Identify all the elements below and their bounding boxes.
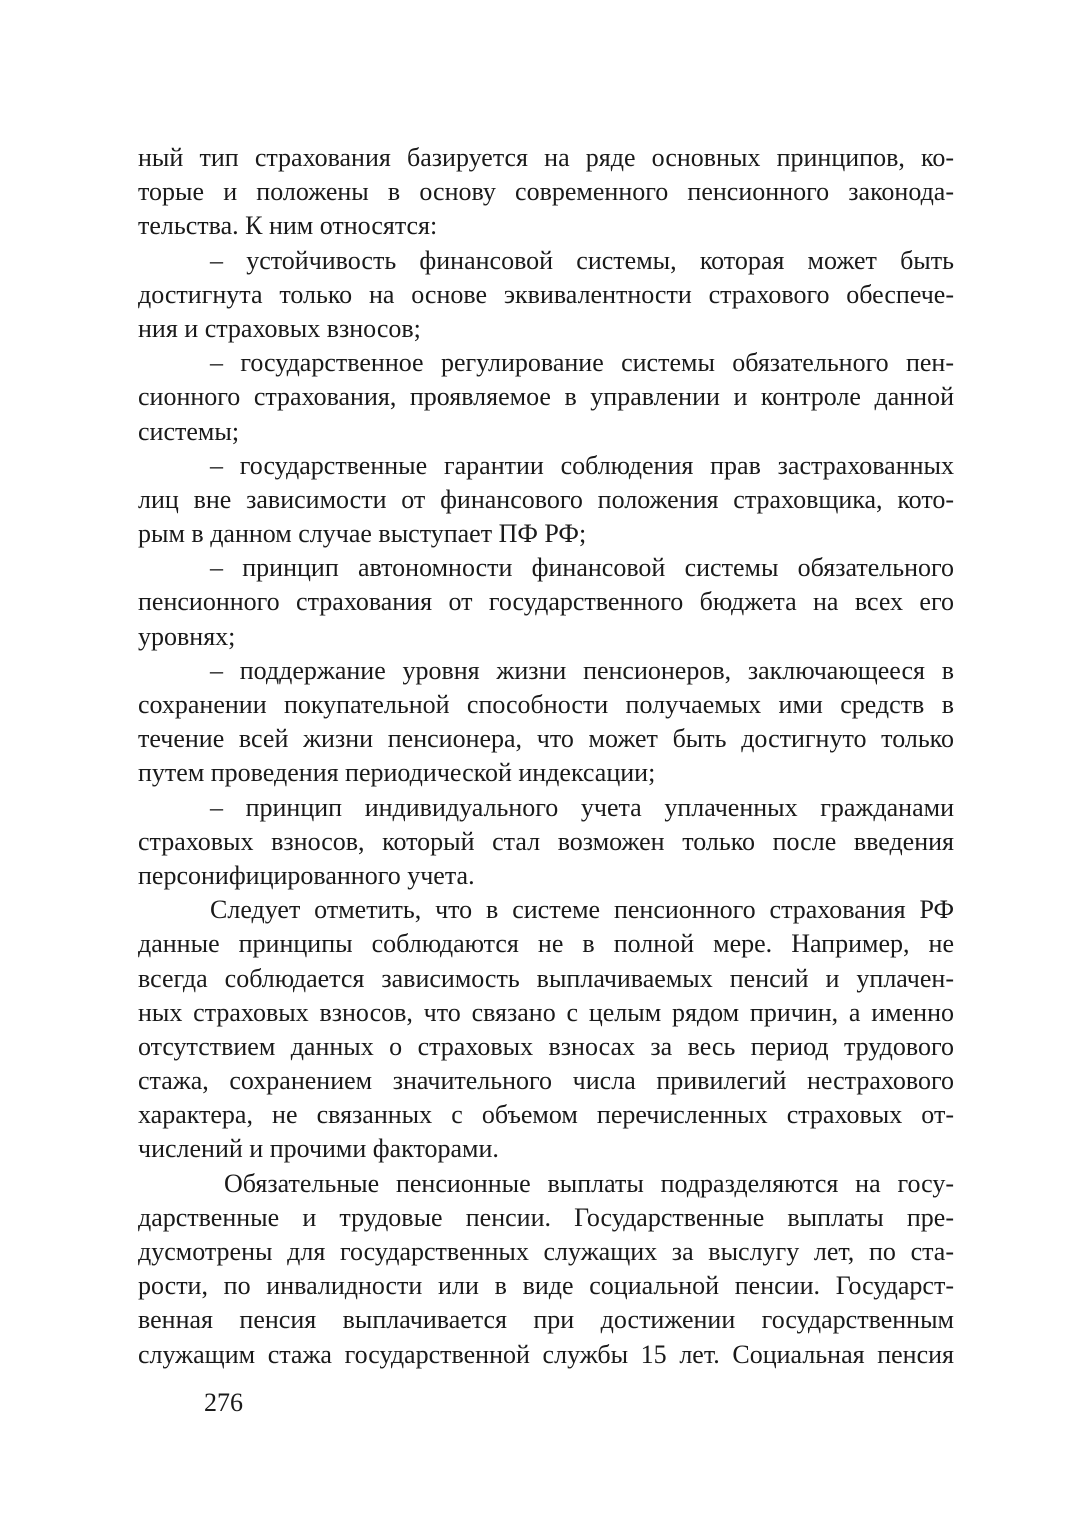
text-line: Обязательные пенсионные выплаты подразделяются на госу-	[224, 1168, 954, 1198]
text-line: – принцип индивидуального учета уплаченных гражданами	[210, 792, 954, 822]
text-line: уровнях;	[138, 621, 236, 651]
text-line: сохранении покупательной способности получаемых ими средств в	[138, 690, 954, 719]
text-line: ный тип страхования базируется на ряде основных принципов, ко-	[138, 143, 954, 172]
text-line: служащим стажа государственной службы 15 лет. Социальная пенсия	[138, 1339, 954, 1369]
text-line: страховых взносов, который стал возможен только после введения	[138, 826, 954, 856]
text-line: торые и положены в основу современного пенсионного законода-	[138, 177, 954, 207]
text-line: ных страховых взносов, что связано с целым рядом причин, а именно	[138, 997, 954, 1027]
text-line: стажа, сохранением значительного числа привилегий нестрахового	[138, 1066, 954, 1096]
text-line: пенсионного страхования от государственного бюджета на всех его	[138, 587, 954, 617]
text-line: Следует отметить, что в системе пенсионного страхования РФ	[210, 895, 954, 925]
text-line: рым в данном случае выступает ПФ РФ;	[138, 519, 587, 549]
text-line: – государственные гарантии соблюдения прав застрахованных	[210, 450, 954, 480]
text-line: венная пенсия выплачивается при достижении государственным	[138, 1305, 954, 1335]
text-line: рости, по инвалидности или в виде социальной пенсии. Государст-	[138, 1271, 954, 1301]
text-line: лиц вне зависимости от финансового положения страховщика, кото-	[138, 484, 954, 514]
text-line: достигнута только на основе эквивалентности страхового обеспече-	[138, 279, 954, 309]
text-line: всегда соблюдается зависимость выплачиваемых пенсий и уплачен-	[138, 963, 954, 993]
text-line: характера, не связанных с объемом перечисленных страховых от-	[138, 1100, 954, 1130]
text-line: течение всей жизни пенсионера, что может быть достигнуто только	[138, 724, 954, 754]
text-line: сионного страхования, проявляемое в управлении и контроле данной	[138, 382, 954, 412]
text-line: системы;	[138, 416, 240, 446]
text-line: путем проведения периодической индексации;	[138, 758, 656, 788]
text-line: дарственные и трудовые пенсии. Государственные выплаты пре-	[138, 1202, 954, 1232]
text-line: – поддержание уровня жизни пенсионеров, заключающееся в	[210, 655, 954, 685]
text-line: данные принципы соблюдаются не в полной мере. Например, не	[138, 929, 954, 959]
text-line: ния и страховых взносов;	[138, 313, 421, 343]
text-line: – устойчивость финансовой системы, которая может быть	[210, 245, 954, 275]
text-line: дусмотрены для государственных служащих за выслугу лет, по ста-	[138, 1237, 954, 1266]
text-line: тельства. К ним относятся:	[138, 211, 438, 241]
text-line: персонифицированного учета.	[138, 860, 475, 890]
page-number: 276	[204, 1388, 243, 1417]
page-text-body	[138, 141, 954, 1372]
text-line: числений и прочими факторами.	[138, 1134, 499, 1164]
text-line: – принцип автономности финансовой системы обязательного	[210, 553, 954, 583]
text-line: – государственное регулирование системы обязательного пен-	[210, 348, 954, 378]
text-line: отсутствием данных о страховых взносах за весь период трудового	[138, 1031, 954, 1061]
